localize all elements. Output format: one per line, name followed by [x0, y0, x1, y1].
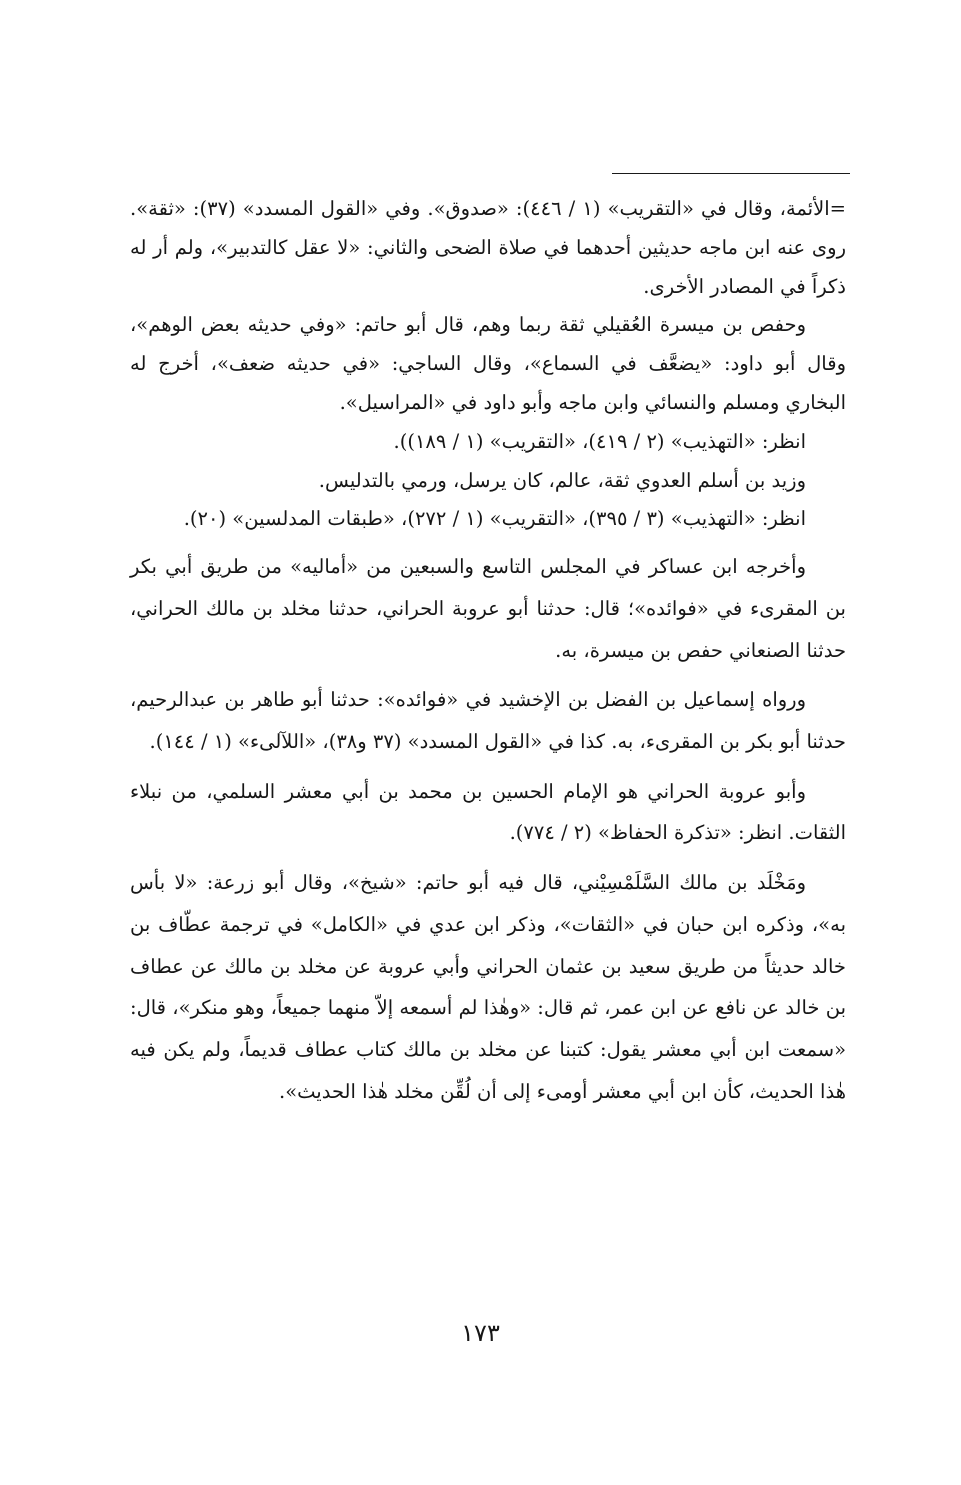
footnote-paragraph: وحفص بن ميسرة العُقيلي ثقة ربما وهم، قال أبو حاتم: «وفي حديثه بعض الوهم»، وقال أبو داود: «يضعَّف في السماع»، وقال الساجي: «في حديثه ضعف»، أخرج له البخاري ومسلم والنسائي وابن ماجه وأبو داود في «المراسيل». — [130, 313, 846, 414]
text-block — [130, 190, 846, 1112]
body-paragraph: ورواه إسماعيل بن الفضل بن الإخشيد في «فوائده»: حدثنا أبو طاهر بن عبدالرحيم، حدثنا أبو بكر بن المقرىء، به. كذا في «القول المسدد» (٣٧ و٣٨)، «اللآلىء» (١ / ١٤٤). — [130, 688, 846, 753]
body-paragraph: وأخرجه ابن عساكر في المجلس التاسع والسبعين من «أماليه» من طريق أبي بكر بن المقرىء في «فوائده»؛ قال: حدثنا أبو عروبة الحراني، حدثنا مخلد بن مالك الحراني، حدثنا الصنعاني حفص بن ميسرة، به. — [130, 555, 846, 662]
page-number: ١٧٣ — [461, 1319, 500, 1347]
footnote-reference: انظر: «التهذيب» (٢ / ٤١٩)، «التقريب» (١ / ١٨٩)). — [393, 429, 806, 453]
footnote-reference: انظر: «التهذيب» (٣ / ٣٩٥)، «التقريب» (١ / ٢٧٢)، «طبقات المدلسين» (٢٠). — [183, 507, 806, 531]
footnote-separator-rule — [612, 173, 850, 174]
footnote-paragraph: =الأئمة، وقال في «التقريب» (١ / ٤٤٦): «صدوق». وفي «القول المسدد» (٣٧): «ثقة». روى عنه ابن ماجه حديثين أحدهما في صلاة الضحى والثاني: «لا عقل كالتدبير»، ولم أر له ذكراً في المصادر الأخرى. — [130, 197, 846, 298]
body-paragraph: وأبو عروبة الحراني هو الإمام الحسين بن محمد بن أبي معشر السلمي، من نبلاء الثقات. انظر: «تذكرة الحفاظ» (٢ / ٧٧٤). — [130, 779, 846, 845]
footnote-paragraph: وزيد بن أسلم العدوي ثقة، عالم، كان يرسل، ورمي بالتدليس. — [318, 468, 806, 492]
body-paragraph: ومَخْلَد بن مالك السَّلَمْسِيْني، قال فيه أبو حاتم: «شيخ»، وقال أبو زرعة: «لا بأس به»، وذكره ابن حبان في «الثقات»، وذكر ابن عدي في «الكامل» في ترجمة عطّاف بن خالد حديثاً من طريق سعيد بن عثمان الحراني وأبي عروبة عن مخلد بن مالك عن عطاف بن خالد عن نافع عن ابن عمر، ثم قال: «وهٰذا لم أسمعه إلاّ منهما جميعاً، وهو منكر»، قال: «سمعت ابن أبي معشر يقول: كتبنا عن مخلد بن مالك كتاب عطاف قديماً، ولم يكن فيه هٰذا الحديث، كأن ابن أبي معشر أومىء إلى أن لُقِّن مخلد هٰذا الحديث». — [130, 871, 846, 1103]
